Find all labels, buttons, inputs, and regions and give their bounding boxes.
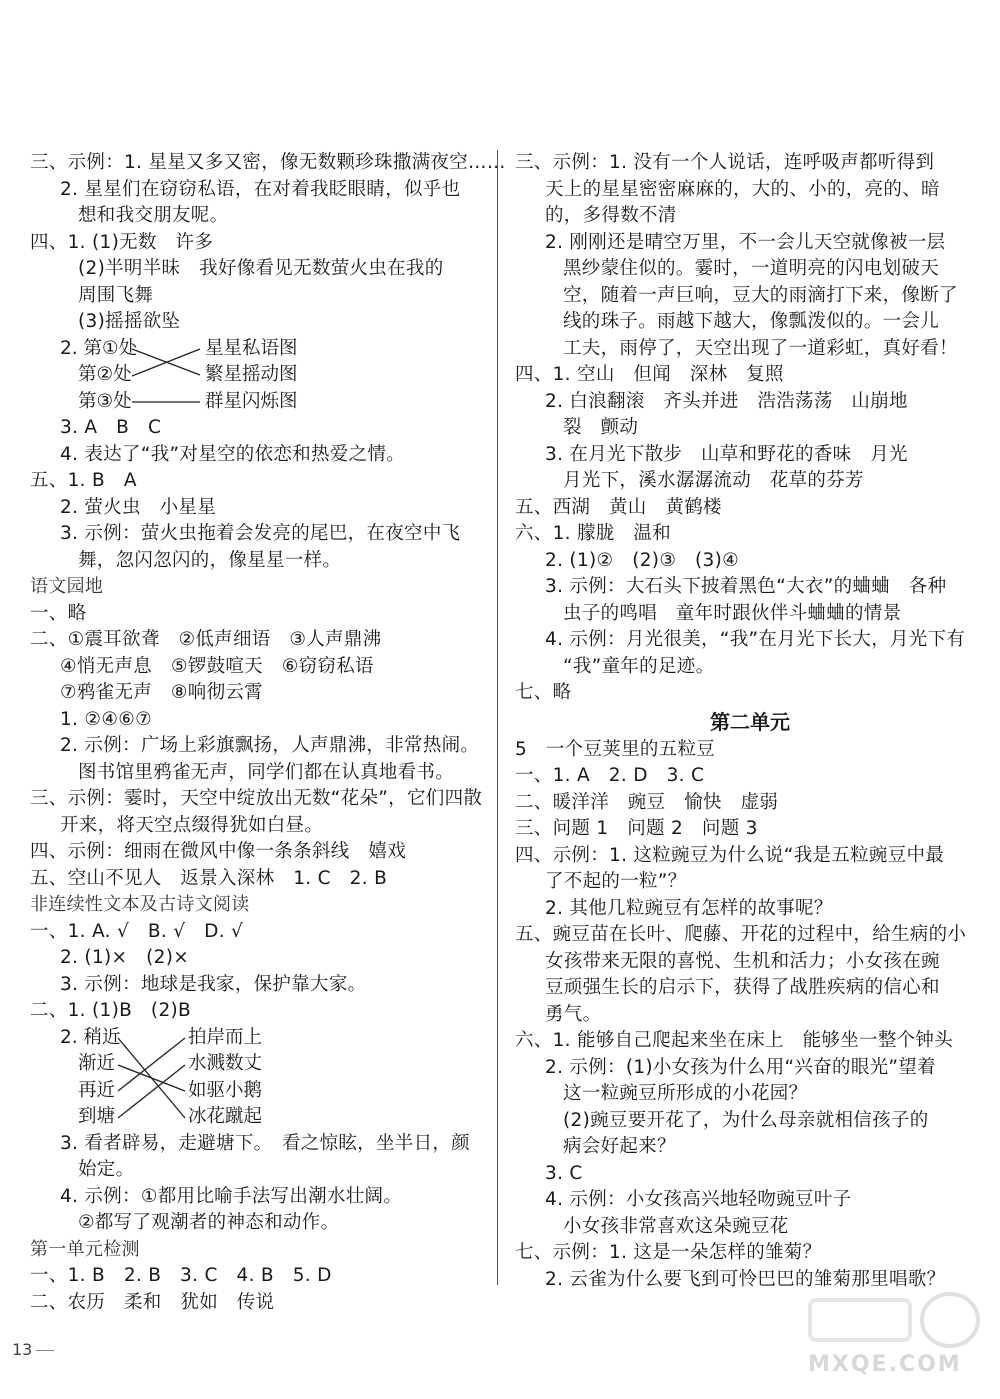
right-a-line: 的，多得数不清 — [545, 205, 677, 226]
match2-left-0: 2. 稍近 — [60, 1026, 121, 1048]
column-divider — [497, 150, 498, 1285]
left-b-line: 图书馆里鸦雀无声，同学们都在认真地看书。 — [78, 761, 455, 783]
right-column — [515, 150, 985, 1293]
left-b-line: 4. 表达了“我”对星空的依恋和热爱之情。 — [60, 443, 406, 465]
watermark-icon — [800, 1290, 985, 1360]
match2-line-4 — [118, 1065, 185, 1118]
right-a-line: 2. 刚刚还是晴空万里，不一会儿天空就像被一层 — [545, 231, 946, 253]
right-a-line: 四、1. 空山 但闻 深林 复照 — [515, 364, 784, 385]
unit-title: 第二单元 — [710, 709, 790, 734]
match2-right-3: 冰花蹴起 — [188, 1106, 263, 1127]
page-number: 13 — [12, 1340, 33, 1359]
left-b-line: 非连续性文本及古诗文阅读 — [30, 894, 250, 915]
right-b-line: 小女孩非常喜欢这朵豌豆花 — [563, 1215, 789, 1237]
right-b-line: 女孩带来无限的喜悦、生机和活力；小女孩在豌 — [545, 950, 940, 972]
right-b-line: 五、豌豆苗在长叶、爬藤、开花的过程中，给生病的小 — [515, 924, 967, 945]
right-a-line: 裂 颤动 — [563, 417, 639, 438]
right-b-line: 了不起的一粒”？ — [545, 871, 687, 892]
right-b-line: 这一粒豌豆所形成的小花园？ — [563, 1083, 808, 1104]
left-c-line: 始定。 — [78, 1159, 135, 1180]
left-c-line: 一、1. B 2. B 3. C 4. B 5. D — [30, 1265, 332, 1286]
left-c-line: 3. 看者辟易，走避塘下。 看之惊眩，坐半日，颜 — [60, 1132, 470, 1154]
right-b-line: 七、示例：1. 这是一朵怎样的雏菊？ — [515, 1242, 822, 1263]
left-b-line: 四、示例：细雨在微风中像一条条斜线 嬉戏 — [30, 841, 407, 862]
right-a-line: 4. 示例：月光很美，“我”在月光下长大，月光下有 — [545, 629, 966, 650]
match1-left-0: 2. 第①处 — [60, 337, 138, 359]
right-b-line: 勇气。 — [545, 1003, 602, 1025]
left-b-line: 舞，忽闪忽闪的，像星星一样。 — [78, 549, 342, 571]
right-b-line: (2)豌豆要开花了，为什么母亲就相信孩子的 — [563, 1109, 929, 1131]
left-b-line: 语文园地 — [30, 576, 104, 597]
right-block-b — [515, 737, 985, 1294]
left-b-line: 3. A B C — [60, 417, 162, 438]
right-a-line: 线的珠子。雨越下越大，像瓢泼似的。一会儿 — [563, 311, 940, 332]
left-b-line: 一、略 — [30, 602, 87, 624]
left-column — [30, 150, 506, 1316]
right-b-line: 病会好起来？ — [563, 1136, 676, 1157]
match1-left-1: 第②处 — [78, 364, 132, 385]
left-c-line: 第一单元检测 — [30, 1238, 140, 1260]
match1-left-2: 第③处 — [78, 390, 132, 412]
right-b-line: 2. 云雀为什么要飞到可怜巴巴的雏菊那里唱歌？ — [545, 1268, 946, 1290]
left-a-line: 2. 星星们在窃窃私语，在对着我眨眼睛，似乎也 — [60, 178, 461, 200]
left-b-line: 五、空山不见人 返景入深林 1. C 2. B — [30, 867, 388, 889]
right-b-line: 4. 示例：小女孩高兴地轻吻豌豆叶子 — [545, 1189, 852, 1210]
right-b-line: 2. 其他几粒豌豆有怎样的故事呢？ — [545, 897, 833, 919]
left-b-line: 三、示例：霎时，天空中绽放出无数“花朵”，它们四散 — [30, 788, 483, 809]
left-b-line: 3. 示例：萤火虫拖着会发亮的尾巴，在夜空中飞 — [60, 523, 461, 544]
left-c-line: ②都写了观潮者的神态和动作。 — [78, 1212, 340, 1233]
right-a-line: 黑纱蒙住似的。霎时，一道明亮的闪电划破天 — [563, 258, 940, 279]
left-b-line: 二、1. (1)B (2)B — [30, 1000, 192, 1021]
match2-lines — [30, 1025, 470, 1131]
left-block-a — [30, 150, 506, 336]
right-b-line: 四、示例：1. 这粒豌豆为什么说“我是五粒豌豆中最 — [515, 844, 945, 866]
match2-right-1: 水溅数丈 — [188, 1053, 263, 1074]
left-b-line: 2. 萤火虫 小星星 — [60, 496, 217, 518]
left-block-b — [30, 415, 483, 1025]
match2-left-2: 再近 — [78, 1079, 116, 1101]
left-a-line: 周围飞舞 — [78, 284, 154, 306]
right-a-line: 三、示例：1. 没有一个人说话，连呼吸声都听得到 — [515, 152, 935, 173]
right-b-line: 六、1. 能够自己爬起来坐在床上 能够坐一整个钟头 — [515, 1030, 954, 1051]
right-a-line: 3. 示例：大石头下披着黑色“大衣”的蛐蛐 各种 — [545, 576, 947, 597]
right-a-line: 2. 白浪翻滚 齐头并进 浩浩荡荡 山崩地 — [545, 390, 908, 412]
match1-lines — [30, 336, 470, 416]
right-a-line: 六、1. 朦胧 温和 — [515, 523, 672, 544]
right-b-line: 三、问题 1 问题 2 问题 3 — [515, 818, 758, 839]
right-a-line: 五、西湖 黄山 黄鹤楼 — [515, 496, 722, 518]
left-c-line: 二、农历 柔和 犹如 传说 — [30, 1291, 275, 1313]
watermark-text: MXQE.COM — [808, 1352, 962, 1377]
match2-right-2: 如驱小鹅 — [188, 1079, 263, 1101]
left-c-line: 4. 示例：①都用比喻手法写出潮水壮阔。 — [60, 1185, 403, 1207]
right-b-line: 二、暖洋洋 豌豆 愉快 虚弱 — [515, 791, 779, 813]
right-a-line: 七、略 — [515, 682, 572, 703]
matching-diagram-2 — [30, 1025, 470, 1131]
match1-right-0: 星星私语图 — [205, 337, 298, 359]
right-a-line: 虫子的鸣唱 童年时跟伙伴斗蛐蛐的情景 — [563, 602, 902, 624]
right-b-line: 3. C — [545, 1162, 583, 1184]
right-a-line: 月光下，溪水潺潺流动 花草的芬芳 — [563, 470, 864, 491]
right-b-line: 5 一个豆荚里的五粒豆 — [515, 738, 716, 760]
match2-right-0: 拍岸而上 — [188, 1026, 263, 1048]
right-a-line: “我”童年的足迹。 — [563, 655, 715, 677]
matching-diagram-1 — [30, 336, 470, 416]
match2-line-3 — [118, 1038, 185, 1091]
right-b-line: 一、1. A 2. D 3. C — [515, 765, 705, 786]
right-a-line: 3. 在月光下散步 山草和野花的香味 月光 — [545, 443, 908, 465]
right-b-line: 2. 示例：(1)小女孩为什么用“兴奋的眼光”望着 — [545, 1056, 936, 1078]
match1-right-2: 群星闪烁图 — [205, 390, 298, 412]
match1-right-1: 繁星摇动图 — [205, 364, 298, 385]
right-a-line: 天上的星星密密麻麻的，大的、小的，亮的、暗 — [545, 178, 940, 200]
left-b-line: 1. ②④⑥⑦ — [60, 708, 152, 730]
left-b-line: ⑦鸦雀无声 ⑧响彻云霄 — [60, 682, 263, 703]
match2-line-2 — [118, 1065, 185, 1091]
watermark-logo — [800, 1290, 985, 1385]
left-b-line: ④悄无声息 ⑤锣鼓喧天 ⑥窃窃私语 — [60, 655, 374, 677]
left-a-line: 想和我交朋友呢。 — [78, 205, 229, 226]
match2-left-3: 到塘 — [78, 1106, 116, 1127]
left-b-line: 一、1. A. √ B. √ D. √ — [30, 920, 244, 942]
left-a-line: 三、示例：1. 星星又多又密，像无数颗珍珠撒满夜空…… — [30, 152, 506, 173]
match2-left-1: 渐近 — [78, 1053, 116, 1074]
left-b-line: 2. (1)× (2)× — [60, 947, 190, 968]
left-b-line: 2. 示例：广场上彩旗飘扬，人声鼎沸，非常热闹。 — [60, 735, 480, 756]
left-block-c — [30, 1131, 470, 1317]
left-b-line: 二、①震耳欲聋 ②低声细语 ③人声鼎沸 — [30, 629, 382, 650]
left-b-line: 开来，将天空点缀得犹如白昼。 — [60, 814, 324, 836]
left-b-line: 五、1. B A — [30, 470, 137, 491]
left-a-line: 四、1. (1)无数 许多 — [30, 231, 214, 253]
left-b-line: 3. 示例：地球是我家，保护靠大家。 — [60, 973, 367, 995]
right-a-line: 空，随着一声巨响，豆大的雨滴打下来，像断了 — [563, 284, 958, 306]
right-b-line: 豆顽强生长的启示下，获得了战胜疾病的信心和 — [545, 977, 940, 998]
right-block-a — [515, 150, 985, 707]
left-a-line: (2)半明半昧 我好像看见无数萤火虫在我的 — [78, 258, 444, 279]
right-a-line: 2. (1)② (2)③ (3)④ — [545, 549, 740, 571]
page-number-dash — [36, 1350, 54, 1351]
left-a-line: (3)摇摇欲坠 — [78, 311, 181, 332]
right-a-line: 工夫，雨停了，天空出现了一道彩虹，真好看！ — [563, 337, 958, 359]
